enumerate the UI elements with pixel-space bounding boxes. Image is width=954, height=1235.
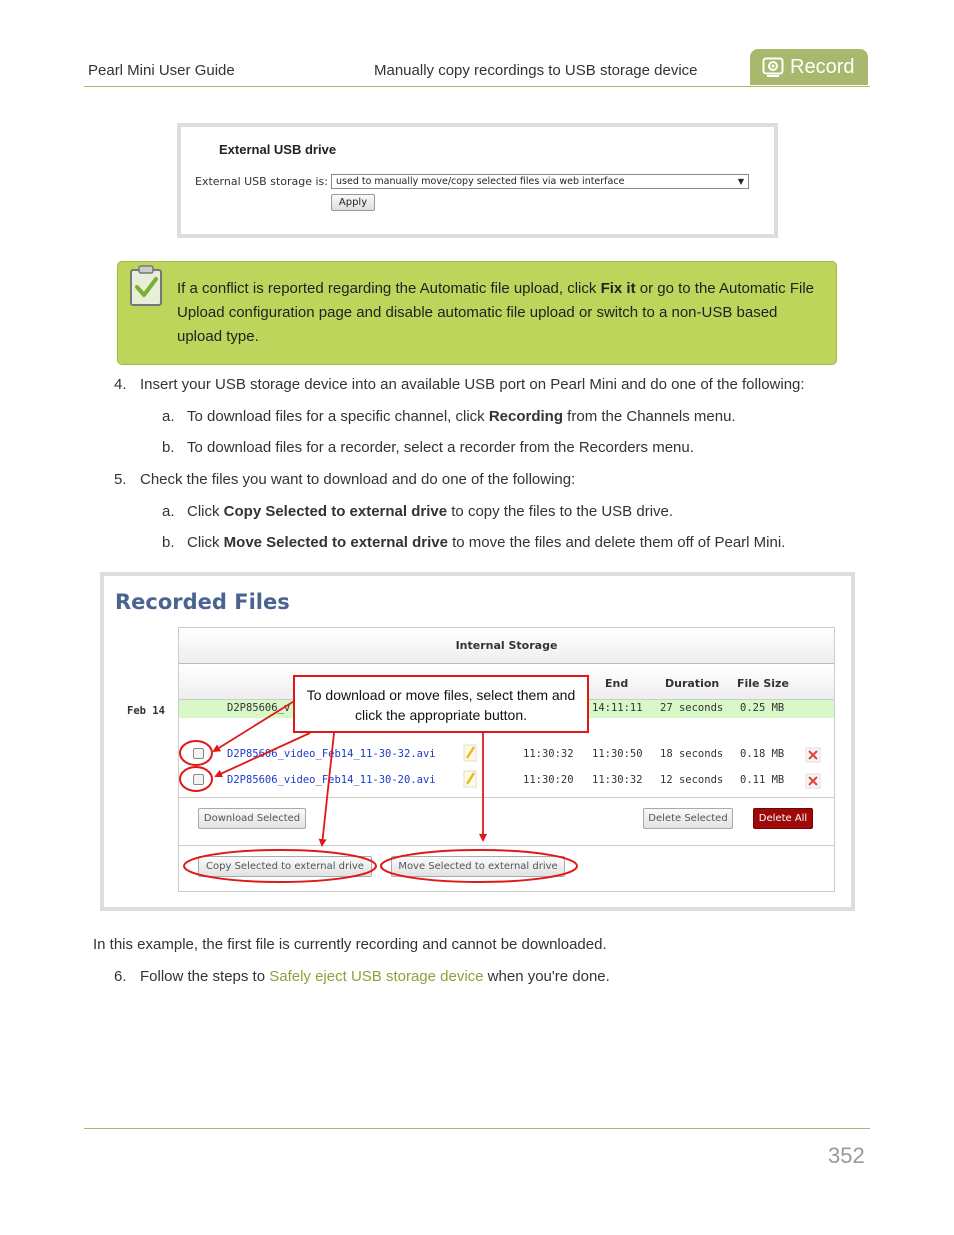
record-tab-label: Record (790, 55, 855, 78)
step-4-number: 4. (114, 376, 127, 393)
storage-header: Internal Storage (179, 628, 834, 664)
apply-button[interactable]: Apply (331, 194, 375, 211)
step-6-pre: Follow the steps to (140, 968, 270, 985)
file-start: 11:30:20 (523, 774, 574, 786)
delete-file-icon[interactable] (805, 773, 821, 789)
recording-duration: 27 seconds (660, 702, 724, 714)
column-file-size: File Size (737, 677, 789, 690)
recorded-files-title: Recorded Files (115, 590, 290, 614)
download-selected-button[interactable]: Download Selected (198, 808, 306, 829)
step-4a-pre: To download files for a specific channel, click (187, 408, 489, 425)
step-6-number: 6. (114, 968, 127, 985)
example-paragraph: In this example, the first file is currently recording and cannot be downloaded. (93, 936, 607, 953)
safely-eject-link[interactable]: Safely eject USB storage device (269, 968, 484, 985)
delete-all-button[interactable]: Delete All (753, 808, 813, 829)
usb-storage-select[interactable] (331, 174, 749, 189)
section-title: Manually copy recordings to USB storage device (374, 62, 698, 79)
clipboard-check-icon (128, 264, 164, 308)
dropdown-arrow-icon: ▼ (737, 177, 744, 186)
step-5a-pre: Click (187, 503, 224, 520)
recorded-files-screenshot (100, 572, 855, 911)
step-5a-text (187, 503, 673, 520)
delete-file-icon[interactable] (805, 747, 821, 763)
file-start: 11:30:32 (523, 748, 574, 760)
usb-storage-select-value: used to manually move/copy selected files via web interface (336, 176, 625, 187)
step-5b-post: to move the files and delete them off of Pearl Mini. (447, 534, 786, 551)
step-5b-pre: Click (187, 534, 224, 551)
callout-box: To download or move files, select them and click the appropriate button. (293, 675, 589, 733)
file-duration: 12 seconds (660, 774, 724, 786)
note-fix-it: Fix it (600, 280, 636, 297)
recording-end: 14:11:11 (592, 702, 643, 714)
column-duration: Duration (665, 677, 720, 690)
file-checkbox[interactable] (193, 748, 204, 759)
recorded-files-table (178, 627, 835, 892)
step-4a-post: from the Channels menu. (563, 408, 736, 425)
move-selected-button[interactable]: Move Selected to external drive (391, 856, 565, 877)
date-label: Feb 14 (127, 705, 165, 717)
note-text-after: or go to the Automatic File Upload configuration page and disable automatic file upload or switch to a non-USB based upload type. (177, 280, 815, 345)
step-4b-text: To download files for a recorder, select a recorder from the Recorders menu. (187, 439, 694, 456)
note-text (177, 277, 817, 349)
record-icon (762, 56, 784, 78)
usb-settings-screenshot (177, 123, 778, 238)
step-5a-number: a. (162, 503, 175, 520)
usb-panel-title: External USB drive (219, 142, 337, 157)
file-checkbox[interactable] (193, 774, 204, 785)
header-divider (84, 86, 870, 87)
column-end: End (605, 677, 629, 690)
recording-size: 0.25 MB (740, 702, 785, 714)
external-drive-row (179, 845, 834, 891)
step-5b-number: b. (162, 534, 175, 551)
note-text-before: If a conflict is reported regarding the Automatic file upload, click (177, 280, 601, 297)
step-4a-bold: Recording (488, 408, 564, 425)
step-5a-bold: Copy Selected to external drive (223, 503, 448, 520)
step-4a-number: a. (162, 408, 175, 425)
guide-title: Pearl Mini User Guide (88, 62, 235, 79)
delete-selected-button[interactable]: Delete Selected (643, 808, 733, 829)
step-6-post: when you're done. (483, 968, 610, 985)
file-end: 11:30:50 (592, 748, 643, 760)
step-4-text: Insert your USB storage device into an available USB port on Pearl Mini and do one of the following: (140, 376, 805, 393)
usb-storage-label: External USB storage is: (195, 175, 328, 188)
edit-notes-icon[interactable] (463, 744, 477, 762)
file-name-link[interactable]: D2P85606_video_Feb14_11-30-20.avi (227, 774, 436, 786)
step-6-text (140, 968, 610, 985)
file-size: 0.11 MB (740, 774, 785, 786)
page-number: 352 (828, 1143, 865, 1168)
recording-file-name: D2P85606_v (227, 702, 291, 714)
step-4a-text (187, 408, 736, 425)
note-box (117, 261, 837, 365)
file-duration: 18 seconds (660, 748, 724, 760)
edit-notes-icon[interactable] (463, 770, 477, 788)
step-4b-number: b. (162, 439, 175, 456)
step-5-text: Check the files you want to download and do one of the following: (140, 471, 576, 488)
file-size: 0.18 MB (740, 748, 785, 760)
footer-divider (84, 1128, 870, 1129)
record-tab (750, 49, 868, 85)
step-5a-post: to copy the files to the USB drive. (447, 503, 674, 520)
file-end: 11:30:32 (592, 774, 643, 786)
action-row (179, 797, 834, 845)
step-5b-text (187, 534, 785, 551)
file-name-link[interactable]: D2P85606_video_Feb14_11-30-32.avi (227, 748, 436, 760)
step-5b-bold: Move Selected to external drive (223, 534, 448, 551)
copy-selected-button[interactable]: Copy Selected to external drive (198, 856, 372, 877)
step-5-number: 5. (114, 471, 127, 488)
